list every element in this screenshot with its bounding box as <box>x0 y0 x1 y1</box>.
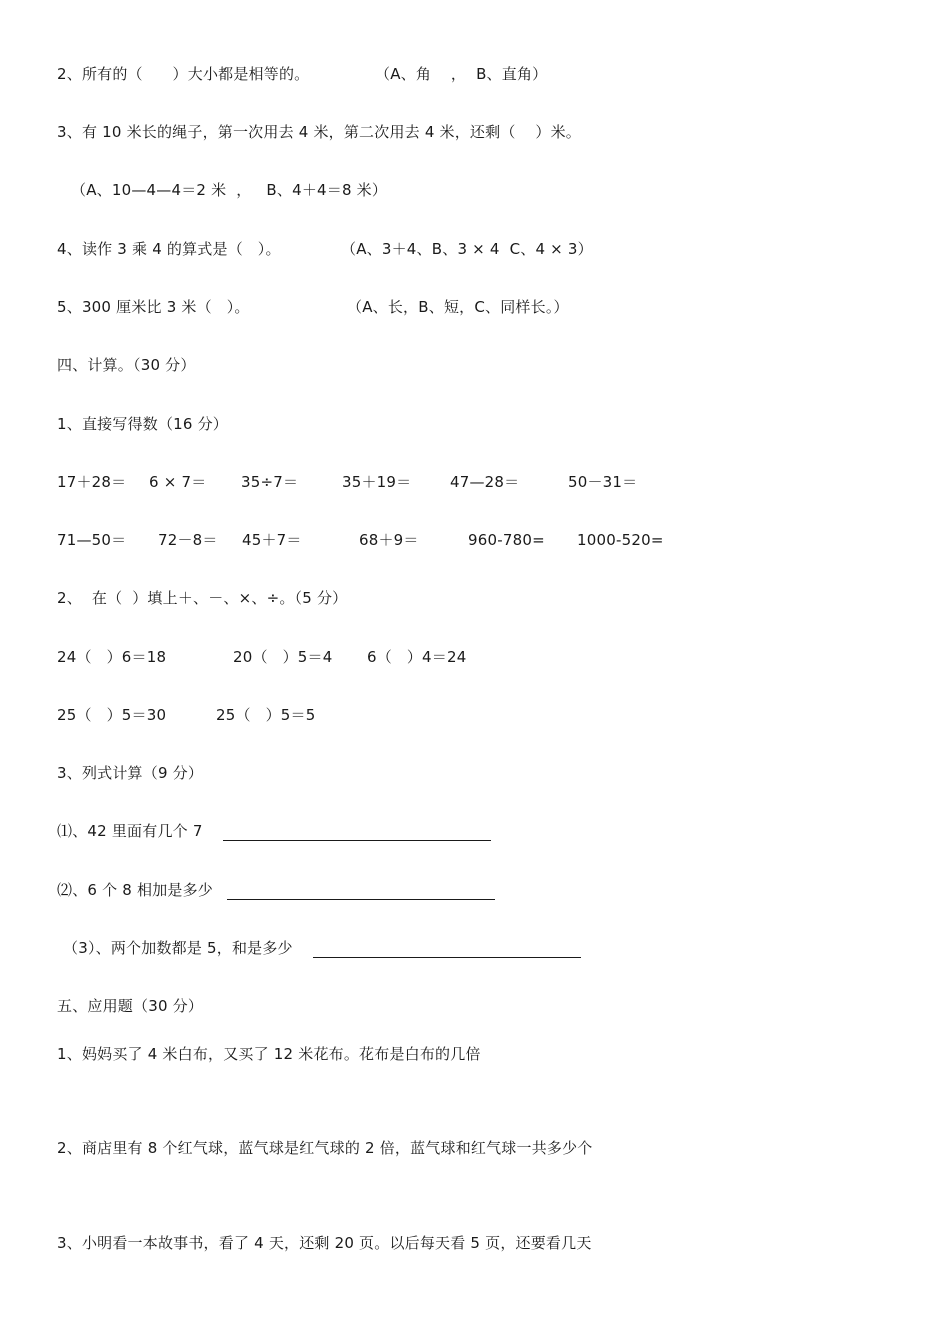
section-5-title: 五、应用题（30 分） <box>57 997 204 1015</box>
fill-operator-row-1 <box>57 645 467 669</box>
choice-question-3 <box>57 120 582 144</box>
word-calc-text: ⑴、42 里面有几个 7 <box>57 822 203 840</box>
fill-item: 20（ ）5＝4 <box>233 648 333 666</box>
word-calc-item-1 <box>57 819 203 843</box>
question-options: （A、10—4—4＝2 米 ， B、4＋4＝8 米） <box>71 181 388 199</box>
section-4-part-3-title: 3、列式计算（9 分） <box>57 764 204 782</box>
math-item: 50－31＝ <box>568 473 638 491</box>
answer-line[interactable] <box>227 899 495 900</box>
fill-item: 24（ ）6＝18 <box>57 648 167 666</box>
question-text: 4、读作 3 乘 4 的算式是（ ）。 <box>57 240 281 258</box>
section-4-part-2-title: 2、 在（ ）填上＋、－、×、÷。（5 分） <box>57 589 348 607</box>
choice-question-4 <box>57 237 593 261</box>
math-item: 68＋9＝ <box>359 531 419 549</box>
word-problem-3: 3、小明看一本故事书，看了 4 天，还剩 20 页。以后每天看 5 页，还要看几天 <box>57 1234 592 1252</box>
word-calc-item-2 <box>57 878 213 902</box>
math-item: 71—50＝ <box>57 531 127 549</box>
answer-line[interactable] <box>223 840 491 841</box>
question-options: （A、长，B、短，C、同样长。） <box>347 298 569 316</box>
question-text: 3、有 10 米长的绳子，第一次用去 4 米，第二次用去 4 米，还剩（ ）米。 <box>57 123 582 141</box>
math-item: 47—28＝ <box>450 473 520 491</box>
section-4-title: 四、计算。（30 分） <box>57 356 196 374</box>
word-calc-item-3 <box>57 936 293 960</box>
question-options: （A、角 ， B、直角） <box>375 65 548 83</box>
choice-question-3-options <box>57 178 388 202</box>
word-calc-text: ⑵、6 个 8 相加是多少 <box>57 881 213 899</box>
math-item: 1000-520= <box>577 531 664 549</box>
word-problem-1: 1、妈妈买了 4 米白布，又买了 12 米花布。花布是白布的几倍 <box>57 1045 481 1063</box>
math-item: 45＋7＝ <box>242 531 302 549</box>
fill-operator-row-2 <box>57 703 316 727</box>
fill-item: 25（ ）5＝30 <box>57 706 167 724</box>
math-item: 35＋19＝ <box>342 473 412 491</box>
mental-math-row-1 <box>57 470 638 494</box>
mental-math-row-2 <box>57 528 664 552</box>
fill-item: 25（ ）5＝5 <box>216 706 316 724</box>
choice-question-5 <box>57 295 569 319</box>
math-item: 72－8＝ <box>158 531 218 549</box>
section-4-part-1-title: 1、直接写得数（16 分） <box>57 415 228 433</box>
question-text: 5、300 厘米比 3 米（ ）。 <box>57 298 250 316</box>
question-options: （A、3＋4、B、3 × 4 C、4 × 3） <box>341 240 593 258</box>
word-problem-2: 2、商店里有 8 个红气球，蓝气球是红气球的 2 倍，蓝气球和红气球一共多少个 <box>57 1139 593 1157</box>
math-item: 960-780= <box>468 531 545 549</box>
fill-item: 6（ ）4＝24 <box>367 648 467 666</box>
word-calc-text: （3）、两个加数都是 5，和是多少 <box>63 939 293 957</box>
choice-question-2 <box>57 62 548 86</box>
math-item: 35÷7＝ <box>241 473 299 491</box>
question-text: 2、所有的（ ）大小都是相等的。 <box>57 65 310 83</box>
answer-line[interactable] <box>313 957 581 958</box>
math-item: 17＋28＝ <box>57 473 127 491</box>
math-item: 6 × 7＝ <box>149 473 207 491</box>
